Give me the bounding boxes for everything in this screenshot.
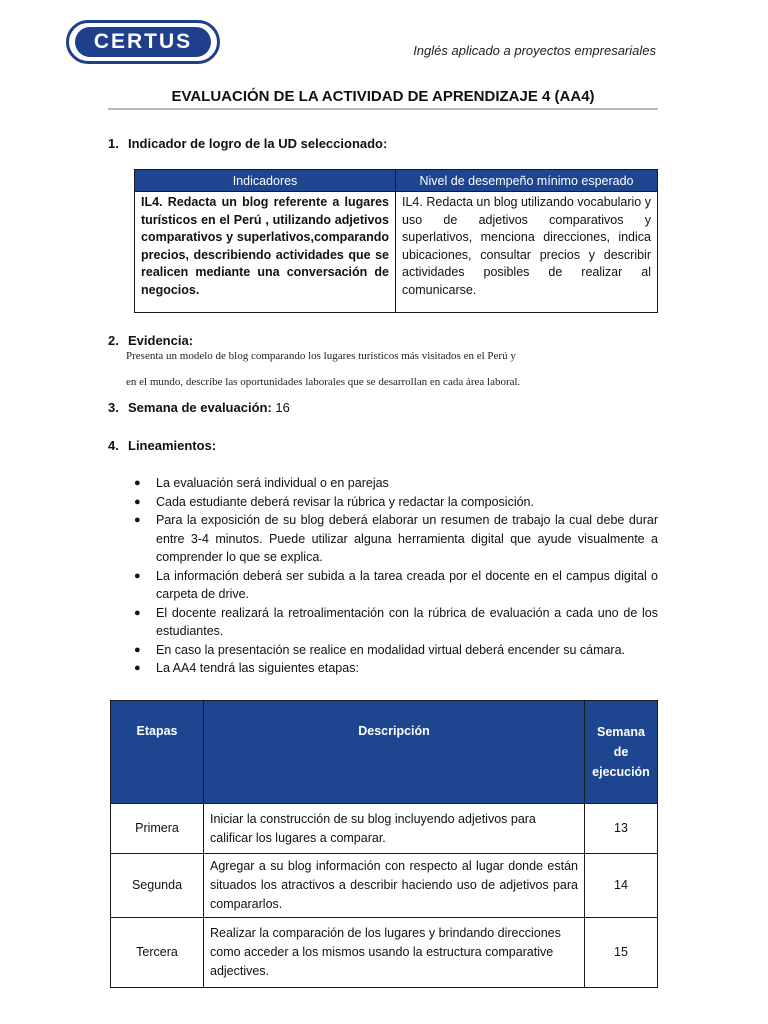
certus-logo <box>66 20 220 64</box>
list-item: ● El docente realizará la retroalimentación con la rúbrica de evaluación a cada uno de los estudiantes. <box>134 605 658 638</box>
stage-header: Etapas <box>111 701 204 804</box>
section-3-heading: 3. Semana de evaluación: 16 <box>108 400 290 415</box>
table-row <box>111 854 658 918</box>
bullet-icon: ● <box>134 495 141 508</box>
indicators-header: Indicadores <box>135 170 396 192</box>
list-item: ● La evaluación será individual o en parejas <box>134 474 658 493</box>
indicator-cell: IL4. Redacta un blog referente a lugares turísticos en el Perú , utilizando adjetivos comparativos y superlativos,comparando precios, describiendo actividades que se realicen mediante una conversación de negocios. <box>135 192 396 313</box>
stage-name: Primera <box>111 804 204 854</box>
section-2-heading: 2. Evidencia: <box>108 333 194 348</box>
list-item: ● Cada estudiante deberá revisar la rúbrica y redactar la composición. <box>134 493 658 512</box>
list-item: ● La AA4 tendrá las siguientes etapas: <box>134 659 658 678</box>
stage-week: 15 <box>585 918 658 988</box>
description-header: Descripción <box>204 701 585 804</box>
section-1-heading: 1. Indicador de logro de la UD seleccionado: <box>108 136 388 151</box>
guidelines-list <box>134 474 658 678</box>
list-item: ● En caso la presentación se realice en modalidad virtual deberá encender su cámara. <box>134 641 658 660</box>
list-item: ● La información deberá ser subida a la tarea creada por el docente en el campus digital o carpeta de drive. <box>134 568 658 601</box>
bullet-icon: ● <box>134 477 141 489</box>
bullet-icon: ● <box>134 514 141 526</box>
stage-name: Tercera <box>111 918 204 988</box>
course-name: Inglés aplicado a proyectos empresariales <box>413 43 656 58</box>
expected-level-header: Nivel de desempeño mínimo esperado <box>396 170 658 192</box>
evidence-line-2: en el mundo, describe las oportunidades laborales que se desarrollan en cada área laboral. <box>126 376 521 388</box>
table-row <box>111 804 658 854</box>
title-divider <box>108 108 658 110</box>
bullet-icon: ● <box>134 569 141 582</box>
week-header: Semana de ejecución <box>585 701 658 804</box>
stage-week: 14 <box>585 854 658 918</box>
list-item: ● Para la exposición de su blog deberá elaborar un resumen de trabajo la cual debe durar entre 3-4 minutos. Puede utilizar alguna herramienta digital que ayude visualmente a comprender lo que se explica. <box>134 513 658 564</box>
stage-week: 13 <box>585 804 658 854</box>
expected-level-cell: IL4. Redacta un blog utilizando vocabulario y uso de adjetivos comparativos y superlativos, menciona direcciones, indica ubicaciones, consultar precios y describir actividades posibles de realizar al comunicarse. <box>396 192 658 313</box>
stage-name: Segunda <box>111 854 204 918</box>
bullet-icon: ● <box>134 662 141 674</box>
document-title: EVALUACIÓN DE LA ACTIVIDAD DE APRENDIZAJE 4 (AA4) <box>171 88 595 105</box>
stage-description: Realizar la comparación de los lugares y brindando direcciones como acceder a los mismos usando la estructura comparative adjectives. <box>204 918 585 988</box>
logo-text: CERTUS <box>75 27 211 57</box>
evidence-line-1: Presenta un modelo de blog comparando los lugares turísticos más visitados en el Perú y <box>126 350 516 362</box>
section-4-heading: 4. Lineamientos: <box>108 438 217 453</box>
bullet-icon: ● <box>134 643 141 656</box>
indicators-table <box>134 169 658 313</box>
table-row <box>111 918 658 988</box>
bullet-icon: ● <box>134 606 141 619</box>
stages-table <box>110 700 658 988</box>
evaluation-week: 16 <box>275 400 290 415</box>
stage-description: Agregar a su blog información con respecto al lugar donde están situados los atractivos a describir haciendo uso de adjetivos para compararlos. <box>204 854 585 918</box>
stage-description: Iniciar la construcción de su blog incluyendo adjetivos para calificar los lugares a comparar. <box>204 804 585 854</box>
